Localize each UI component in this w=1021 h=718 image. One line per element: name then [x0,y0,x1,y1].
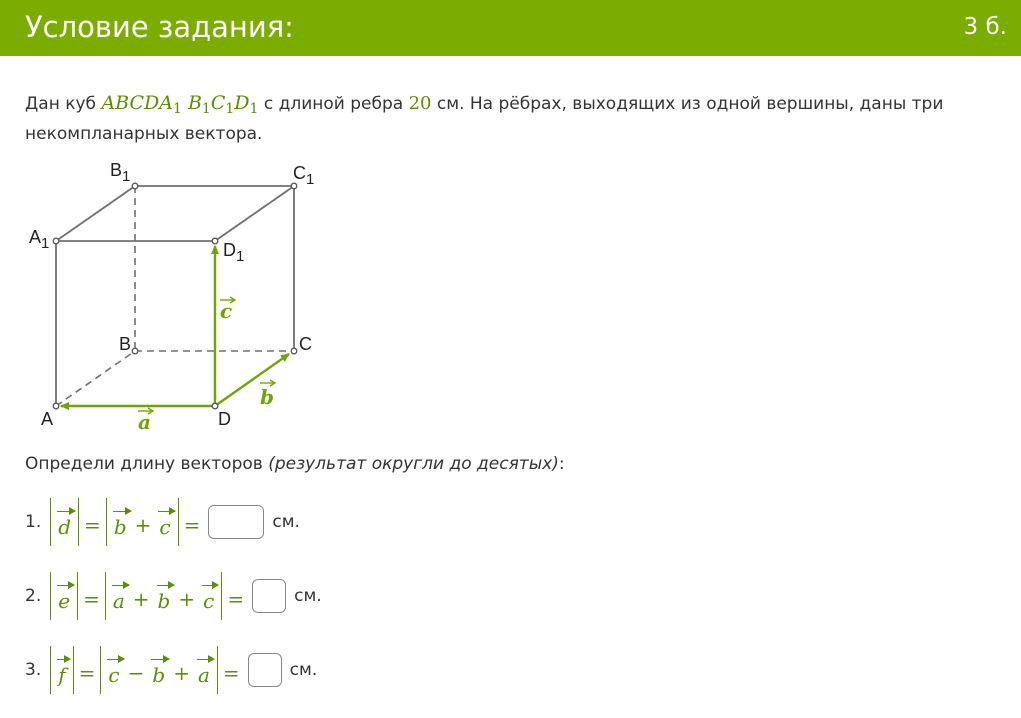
equals-sign: = [222,661,240,685]
unit-label: см. [272,512,300,532]
svg-text:b: b [260,385,274,409]
vector-c-label [220,297,235,323]
vector-b: b [114,506,127,539]
vector-d: d [58,506,71,539]
label-b1: $B_1$ [110,160,131,185]
abs-lhs [50,646,73,694]
vector-c: c [108,654,119,687]
task-3 [25,645,317,695]
task-statement [25,91,985,147]
vector-b: b [152,654,165,687]
equals-sign: = [183,513,201,537]
label-a1: $A_1$ [29,227,50,252]
abs-rhs [106,498,179,546]
vector-a-label [138,408,153,434]
vector-c: c [203,580,214,613]
task-points: 3 б. [963,14,1007,40]
plus-sign: + [178,587,196,611]
vector-c: c [159,506,170,539]
statement-text-1: Дан куб [25,94,102,114]
task-number: 1. [25,512,42,532]
label-c1: $C_1$ [293,163,315,188]
vector-b-arrow [215,354,289,406]
cube-hidden-edges [56,186,294,406]
abs-lhs [50,498,79,546]
svg-text:a: a [138,410,151,434]
equals-sign: = [227,587,245,611]
plus-sign: + [134,513,152,537]
plus-sign: + [173,661,190,685]
vector-e: e [58,580,70,613]
vector-b-label [260,380,275,409]
svg-text:c: c [220,299,233,323]
abs-rhs [100,646,217,694]
equals-sign: = [83,587,100,611]
plus-sign: + [132,587,150,611]
label-d: D [218,409,231,429]
unit-label: см. [289,660,318,680]
task-2 [25,571,322,621]
equals-sign: = [78,661,96,685]
vector-a: a [198,654,210,687]
rounding-hint: (результат округли до десятых) [268,454,559,474]
answer-input-3[interactable] [248,653,282,687]
vector-b: b [158,580,171,613]
task-title: Условие задания: [25,10,294,44]
task-1 [25,497,300,547]
cube-edges [56,186,294,406]
task-header [0,0,1021,56]
edge-length: 20 [408,93,432,114]
statement-text-2: с длиной ребра [258,94,409,114]
unit-label: см. [294,586,322,606]
equals-sign: = [84,513,101,537]
task-number: 2. [25,586,42,606]
answer-input-2[interactable] [252,579,286,613]
minus-sign: − [127,661,145,685]
cube-figure [20,155,340,435]
vector-a: a [113,580,125,613]
label-a: A [41,409,54,429]
statement-text-3: см. На рёбрах, выходящих из одной вершины, даны три некомпланарных вектора. [25,94,944,144]
label-d1: $D_1$ [223,240,245,265]
abs-lhs [50,572,78,620]
label-c: C [299,334,312,354]
vector-f: f [58,654,65,687]
question-prompt: Определи длину векторов (результат округли до десятых): [25,454,565,474]
task-number: 3. [25,660,42,680]
label-b: B [119,334,132,354]
abs-rhs [105,572,222,620]
cube-name: $ABCDA_1$ $B_1C_1D_1$ [101,92,259,117]
answer-input-1[interactable] [208,505,264,539]
